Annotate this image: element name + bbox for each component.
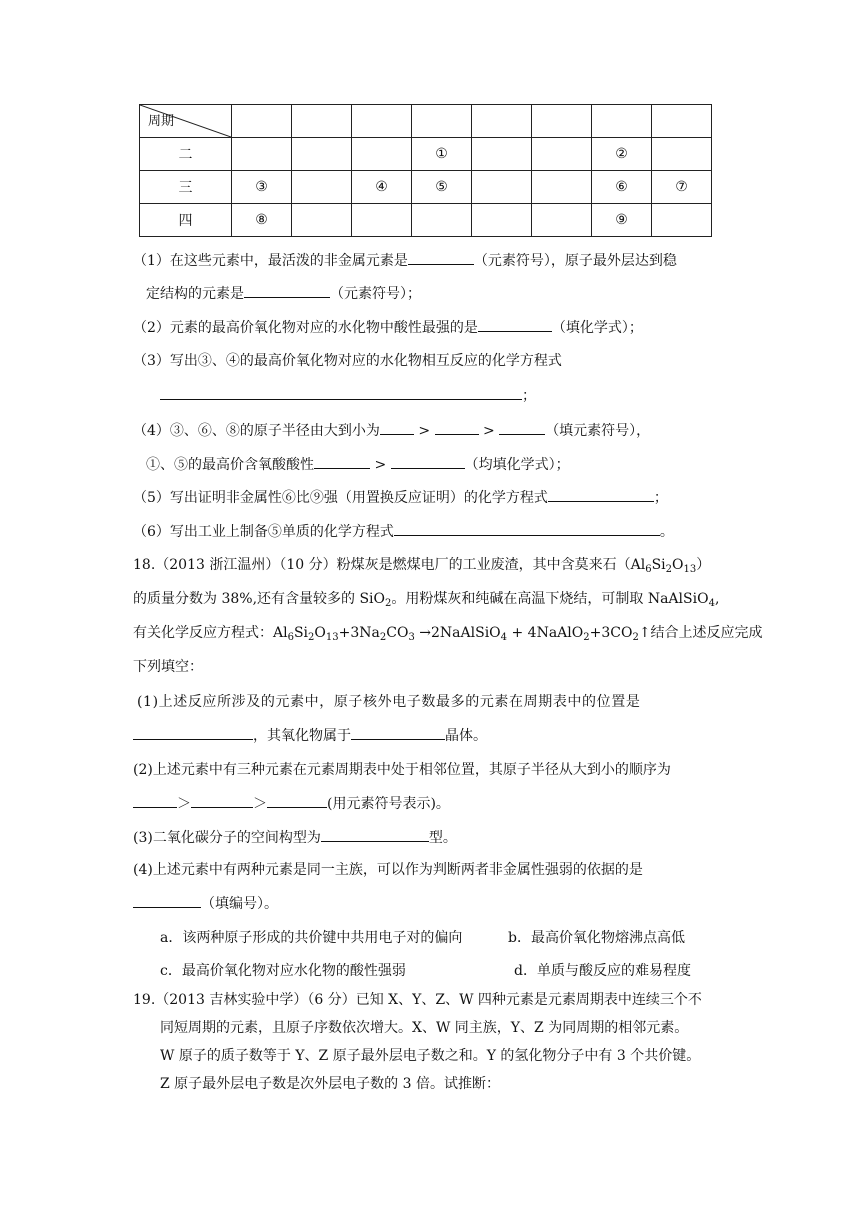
periodic-table-grid	[139, 104, 712, 237]
table-header-cell	[140, 105, 232, 138]
q18-sub-2: (2)上述元素中有三种元素在元素周期表中处于相邻位置，其原子半径从大到小的顺序为	[133, 762, 671, 778]
q19-line-2: 同短周期的元素，且原子序数依次增大。X、W 同主族，Y、Z 为同周期的相邻元素。	[160, 1020, 689, 1036]
answer-blank[interactable]	[133, 893, 201, 908]
answer-blank[interactable]	[391, 454, 465, 469]
cell: ③	[232, 171, 292, 204]
row-label: 四	[140, 204, 232, 237]
q19-line-3: W 原子的质子数等于 Y、Z 原子最外层电子数之和。Y 的氢化物分子中有 3 个共价键。	[160, 1048, 701, 1064]
q19-line-4: Z 原子最外层电子数是次外层电子数的 3 倍。试推断：	[160, 1076, 500, 1092]
answer-blank[interactable]	[394, 521, 660, 536]
table-row	[140, 171, 712, 204]
q17-item-4: （4）③、⑥、⑧的原子半径由大到小为 > > （填元素符号），	[133, 420, 650, 441]
q18-line-2: 的质量分数为 38%,还有含量较多的 SiO$_2$。用粉煤灰和纯碱在高温下烧结，可制取 NaAlSiO$_4$,	[133, 591, 720, 609]
cell: ⑦	[652, 171, 712, 204]
q17-item-5: （5）写出证明非金属性⑥比⑨强（用置换反应证明）的化学方程式 ；	[133, 487, 668, 508]
answer-blank[interactable]	[321, 827, 429, 842]
q17-item-1: （1）在这些元素中，最活泼的非金属元素是 （元素符号），原子最外层达到稳	[133, 250, 677, 271]
q19-line-1: 19.（2013 吉林实验中学）（6 分）已知 X、Y、Z、W 四种元素是元素周期表中连续三个不	[133, 992, 702, 1008]
q18-option-b: b．最高价氧化物熔沸点高低	[508, 930, 685, 946]
answer-blank[interactable]	[133, 793, 177, 808]
answer-blank[interactable]	[435, 420, 479, 435]
cell: ①	[412, 138, 472, 171]
q17-item-3-answer: ；	[160, 385, 536, 406]
cell: ②	[592, 138, 652, 171]
answer-blank[interactable]	[478, 317, 552, 332]
q17-item-4-cont: ①、⑤的最高价含氧酸酸性 > （均填化学式）；	[146, 454, 570, 475]
cell: ④	[352, 171, 412, 204]
q18-line-1: 18.（2013 浙江温州）（10 分）粉煤灰是燃煤电厂的工业废渣，其中含莫来石$(Al_6Si_2O_{13})$	[133, 557, 711, 575]
answer-blank[interactable]	[267, 793, 327, 808]
table-row	[140, 138, 712, 171]
q18-option-d: d．单质与酸反应的难易程度	[514, 963, 691, 979]
answer-blank[interactable]	[548, 487, 654, 502]
table-row	[140, 204, 712, 237]
q17-item-6: （6）写出工业上制备⑤单质的化学方程式 。	[133, 521, 674, 542]
cell: ⑧	[232, 204, 292, 237]
q18-sub-3: (3)二氧化碳分子的空间构型为 型。	[133, 827, 457, 848]
q18-line-4: 下列填空：	[133, 659, 203, 675]
answer-blank[interactable]	[133, 725, 253, 740]
cell: ⑤	[412, 171, 472, 204]
q18-sub-4: (4)上述元素中有两种元素是同一主族，可以作为判断两者非金属性强弱的依据的是	[133, 862, 643, 878]
header-period-label: 周期	[148, 114, 175, 129]
row-label: 二	[140, 138, 232, 171]
cell: ⑨	[592, 204, 652, 237]
answer-blank[interactable]	[160, 385, 522, 400]
row-label: 三	[140, 171, 232, 204]
answer-blank[interactable]	[191, 793, 253, 808]
q18-sub-1: (1)上述反应所涉及的元素中，原子核外电子数最多的元素在周期表中的位置是	[137, 694, 641, 710]
answer-blank[interactable]	[244, 283, 330, 298]
q18-option-c: c．最高价氧化物对应水化物的酸性强弱	[160, 963, 406, 979]
q17-item-1-cont: 定结构的元素是 （元素符号）；	[146, 283, 421, 304]
answer-blank[interactable]	[499, 420, 545, 435]
q18-option-a: a．该两种原子形成的共价键中共用电子对的偏向	[160, 930, 463, 946]
q18-sub-1-cont: ，其氧化物属于 晶体。	[133, 725, 487, 746]
answer-blank[interactable]	[314, 454, 370, 469]
cell: ⑥	[592, 171, 652, 204]
q18-sub-2-cont: ＞ ＞ (用元素符号表示)。	[133, 793, 450, 814]
answer-blank[interactable]	[408, 250, 474, 265]
q17-item-2: （2）元素的最高价氧化物对应的水化物中酸性最强的是 （填化学式）；	[133, 317, 643, 338]
q17-item-3: （3）写出③、④的最高价氧化物对应的水化物相互反应的化学方程式	[133, 353, 562, 369]
answer-blank[interactable]	[351, 725, 445, 740]
answer-blank[interactable]	[380, 420, 414, 435]
q18-equation-line: 有关化学反应方程式：$Al_6Si_2O_{13}+3Na_2CO_3$ →2NaAlSiO$_4$ + $4NaAlO_2+3CO_2↑$结合上述反应完成	[133, 625, 763, 643]
q18-sub-4-cont: （填编号）。	[133, 893, 278, 914]
